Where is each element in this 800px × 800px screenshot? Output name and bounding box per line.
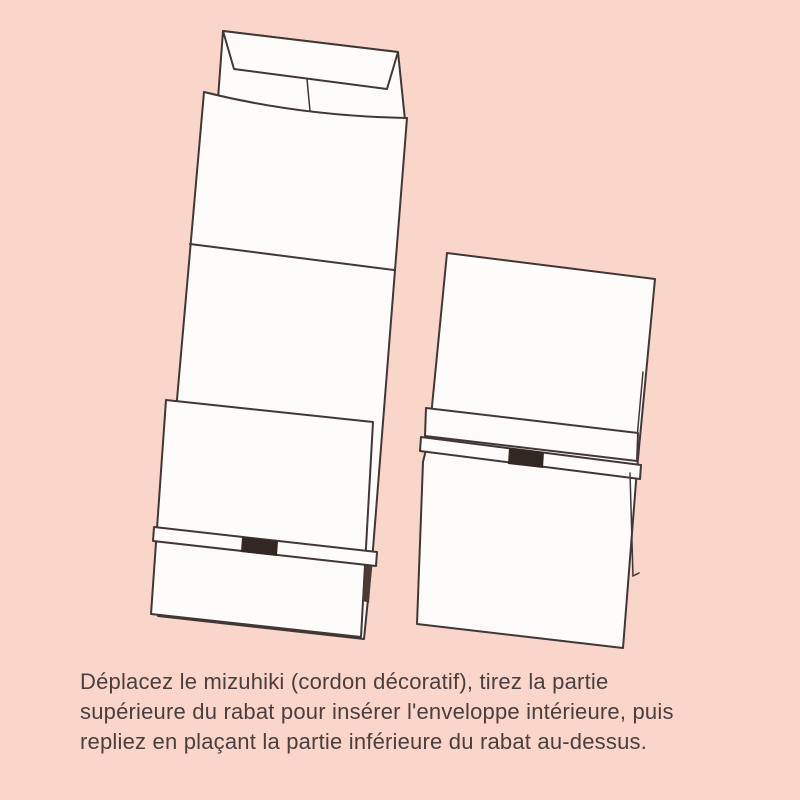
bottom-flap-panel [151, 400, 373, 637]
instruction-line: repliez en plaçant la partie inférieure du rabat au-dessus. [80, 729, 648, 754]
envelope-step-right [417, 253, 655, 648]
paper-layer-edge-tick [633, 573, 639, 576]
instruction-line: Déplacez le mizuhiki (cordon décoratif), tirez la partie [80, 669, 609, 694]
instruction-line: supérieure du rabat pour insérer l'enveloppe intérieure, puis [80, 699, 674, 724]
envelope-step-left [151, 31, 407, 639]
instruction-text [80, 667, 760, 757]
